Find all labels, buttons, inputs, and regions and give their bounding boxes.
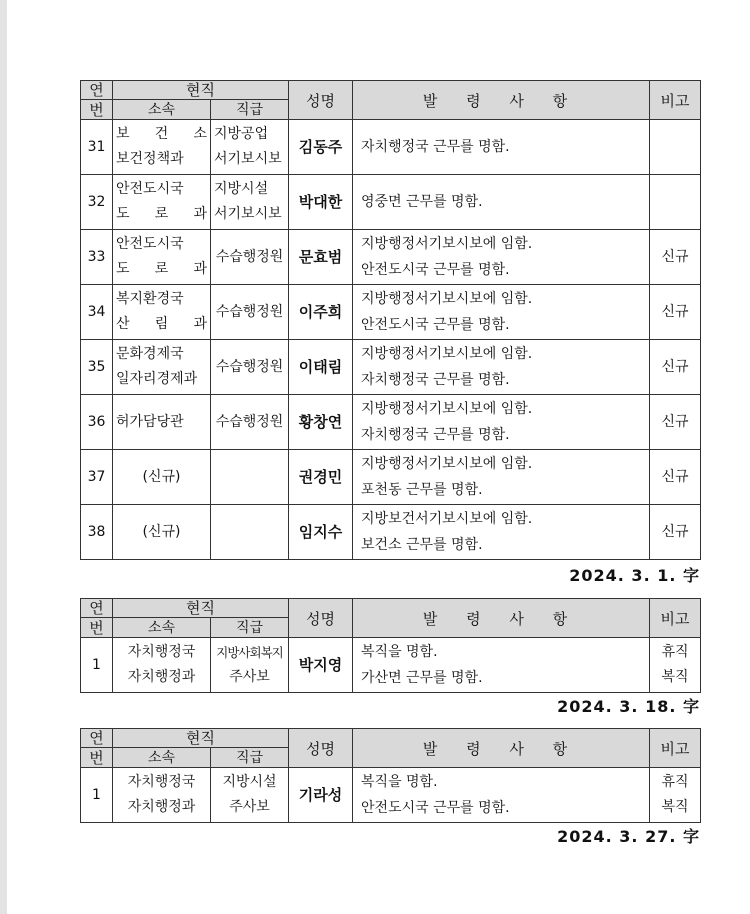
table-row (81, 638, 701, 693)
issue-cell (353, 450, 650, 505)
rank-cell (211, 505, 289, 560)
rank-cell (211, 285, 289, 340)
row-number: 36 (81, 395, 113, 450)
dept-cell (113, 450, 211, 505)
issue-line: 지방행정서기보시보에 임함. (361, 346, 533, 362)
note-cell: 신규 (650, 340, 701, 395)
personnel-order-table-3 (80, 728, 701, 823)
note-line: 복직 (661, 799, 689, 815)
rank-cell (211, 230, 289, 285)
header-note: 비고 (650, 729, 701, 768)
row-number: 1 (81, 768, 113, 823)
table-row (81, 450, 701, 505)
issue-line: 자치행정국 근무를 명함. (361, 372, 510, 388)
row-number: 32 (81, 175, 113, 230)
rank-line: 지방시설 (214, 181, 269, 197)
header-current-position: 현직 (113, 729, 289, 748)
row-number: 34 (81, 285, 113, 340)
table-row (81, 340, 701, 395)
person-name: 이태림 (289, 340, 353, 395)
issue-line: 복직을 명함. (361, 644, 438, 660)
issue-cell (353, 285, 650, 340)
row-number: 33 (81, 230, 113, 285)
rank-cell (211, 395, 289, 450)
header-rank: 직급 (211, 618, 289, 638)
rank-line: 지방사회복지 (216, 645, 283, 660)
header-rank: 직급 (211, 100, 289, 120)
dept-line: 자치행정국 (127, 774, 196, 790)
left-edge-bar (0, 0, 7, 914)
rank-line: 지방시설 (222, 774, 277, 790)
note-cell: 신규 (650, 285, 701, 340)
issue-cell (353, 395, 650, 450)
issue-cell (353, 505, 650, 560)
header-num-2: 번 (81, 100, 113, 120)
dept-line: 안전도시국 (116, 236, 184, 252)
person-name: 권경민 (289, 450, 353, 505)
issue-cell (353, 120, 650, 175)
table-row (81, 230, 701, 285)
header-name: 성명 (289, 729, 353, 768)
dept-cell (113, 395, 211, 450)
header-num: 연 (81, 729, 113, 748)
dept-line: 도 로 과 (116, 206, 207, 222)
issue-line: 복직을 명함. (361, 774, 438, 790)
personnel-order-table-2 (80, 598, 701, 693)
rank-line: 수습행정원 (215, 358, 284, 375)
table-row (81, 285, 701, 340)
issue-line: 안전도시국 근무를 명함. (361, 317, 510, 333)
issue-cell (353, 768, 650, 823)
header-name: 성명 (289, 81, 353, 120)
dept-line: 보 건 소 (116, 126, 207, 142)
order-date: 2024. 3. 18. 字 (557, 697, 700, 716)
dept-cell (113, 175, 211, 230)
issue-cell (353, 230, 650, 285)
issue-line: 포천동 근무를 명함. (361, 482, 483, 498)
issue-cell (353, 175, 650, 230)
rank-line: 수습행정원 (215, 413, 284, 430)
table-row (81, 395, 701, 450)
dept-cell (113, 285, 211, 340)
note-cell (650, 120, 701, 175)
issue-line: 자치행정국 근무를 명함. (361, 427, 510, 443)
table-row (81, 175, 701, 230)
header-current-position: 현직 (113, 599, 289, 618)
note-cell (650, 175, 701, 230)
row-number: 35 (81, 340, 113, 395)
person-name: 박대한 (289, 175, 353, 230)
rank-cell (211, 120, 289, 175)
header-issue: 발 령 사 항 (353, 599, 650, 638)
rank-line: 주사보 (229, 669, 270, 685)
issue-line: 안전도시국 근무를 명함. (361, 800, 510, 816)
rank-line: 서기보시보 (214, 151, 282, 167)
order-date: 2024. 3. 27. 字 (557, 827, 700, 846)
dept-line: 자치행정국 (127, 644, 196, 660)
rank-line: 수습행정원 (215, 248, 284, 265)
header-dept: 소속 (113, 618, 211, 638)
header-num-2: 번 (81, 618, 113, 638)
header-dept: 소속 (113, 748, 211, 768)
dept-line: 보건정책과 (116, 151, 184, 167)
person-name: 임지수 (289, 505, 353, 560)
dept-line: 안전도시국 (116, 181, 184, 197)
person-name: 문효범 (289, 230, 353, 285)
note-cell: 신규 (650, 450, 701, 505)
rank-cell (211, 768, 289, 823)
rank-line: 주사보 (229, 799, 270, 815)
rank-line: 수습행정원 (215, 303, 284, 320)
person-name: 김동주 (289, 120, 353, 175)
rank-line: 서기보시보 (214, 206, 282, 222)
personnel-order-table-1 (80, 80, 701, 560)
header-num-2: 번 (81, 748, 113, 768)
person-name: 박지영 (289, 638, 353, 693)
issue-line: 자치행정국 근무를 명함. (361, 139, 510, 155)
issue-line: 지방행정서기보시보에 임함. (361, 401, 533, 417)
dept-line: (신규) (142, 523, 181, 540)
dept-cell (113, 505, 211, 560)
dept-cell (113, 230, 211, 285)
issue-cell (353, 340, 650, 395)
dept-line: 문화경제국 (116, 346, 184, 362)
person-name: 황창연 (289, 395, 353, 450)
issue-line: 보건소 근무를 명함. (361, 537, 483, 553)
issue-line: 지방행정서기보시보에 임함. (361, 456, 533, 472)
header-current-position: 현직 (113, 81, 289, 100)
note-line: 복직 (661, 669, 689, 685)
table-row (81, 120, 701, 175)
dept-cell (113, 120, 211, 175)
issue-cell (353, 638, 650, 693)
rank-cell (211, 638, 289, 693)
issue-line: 영중면 근무를 명함. (361, 194, 483, 210)
note-cell (650, 638, 701, 693)
header-dept: 소속 (113, 100, 211, 120)
row-number: 37 (81, 450, 113, 505)
dept-line: 자치행정과 (127, 669, 196, 685)
issue-line: 지방행정서기보시보에 임함. (361, 236, 533, 252)
note-line: 휴직 (661, 774, 689, 790)
issue-line: 가산면 근무를 명함. (361, 670, 483, 686)
header-issue: 발 령 사 항 (353, 729, 650, 768)
table-row (81, 505, 701, 560)
dept-line: (신규) (142, 468, 181, 485)
header-num: 연 (81, 599, 113, 618)
dept-cell (113, 340, 211, 395)
dept-cell (113, 638, 211, 693)
dept-line: 산 림 과 (116, 316, 207, 332)
note-line: 휴직 (661, 644, 689, 660)
row-number: 31 (81, 120, 113, 175)
dept-line: 복지환경국 (116, 291, 184, 307)
header-rank: 직급 (211, 748, 289, 768)
note-cell (650, 768, 701, 823)
row-number: 38 (81, 505, 113, 560)
dept-line: 허가담당관 (116, 413, 184, 430)
dept-line: 자치행정과 (127, 799, 196, 815)
issue-line: 안전도시국 근무를 명함. (361, 262, 510, 278)
note-cell: 신규 (650, 395, 701, 450)
rank-line: 지방공업 (214, 126, 269, 142)
order-date: 2024. 3. 1. 字 (569, 566, 700, 585)
header-name: 성명 (289, 599, 353, 638)
row-number: 1 (81, 638, 113, 693)
header-note: 비고 (650, 81, 701, 120)
dept-cell (113, 768, 211, 823)
person-name: 기라성 (289, 768, 353, 823)
note-cell: 신규 (650, 230, 701, 285)
issue-line: 지방보건서기보시보에 임함. (361, 511, 533, 527)
header-num: 연 (81, 81, 113, 100)
rank-cell (211, 450, 289, 505)
header-issue: 발 령 사 항 (353, 81, 650, 120)
issue-line: 지방행정서기보시보에 임함. (361, 291, 533, 307)
person-name: 이주희 (289, 285, 353, 340)
rank-cell (211, 340, 289, 395)
header-note: 비고 (650, 599, 701, 638)
note-cell: 신규 (650, 505, 701, 560)
rank-cell (211, 175, 289, 230)
table-row (81, 768, 701, 823)
dept-line: 도 로 과 (116, 261, 207, 277)
dept-line: 일자리경제과 (116, 371, 198, 387)
